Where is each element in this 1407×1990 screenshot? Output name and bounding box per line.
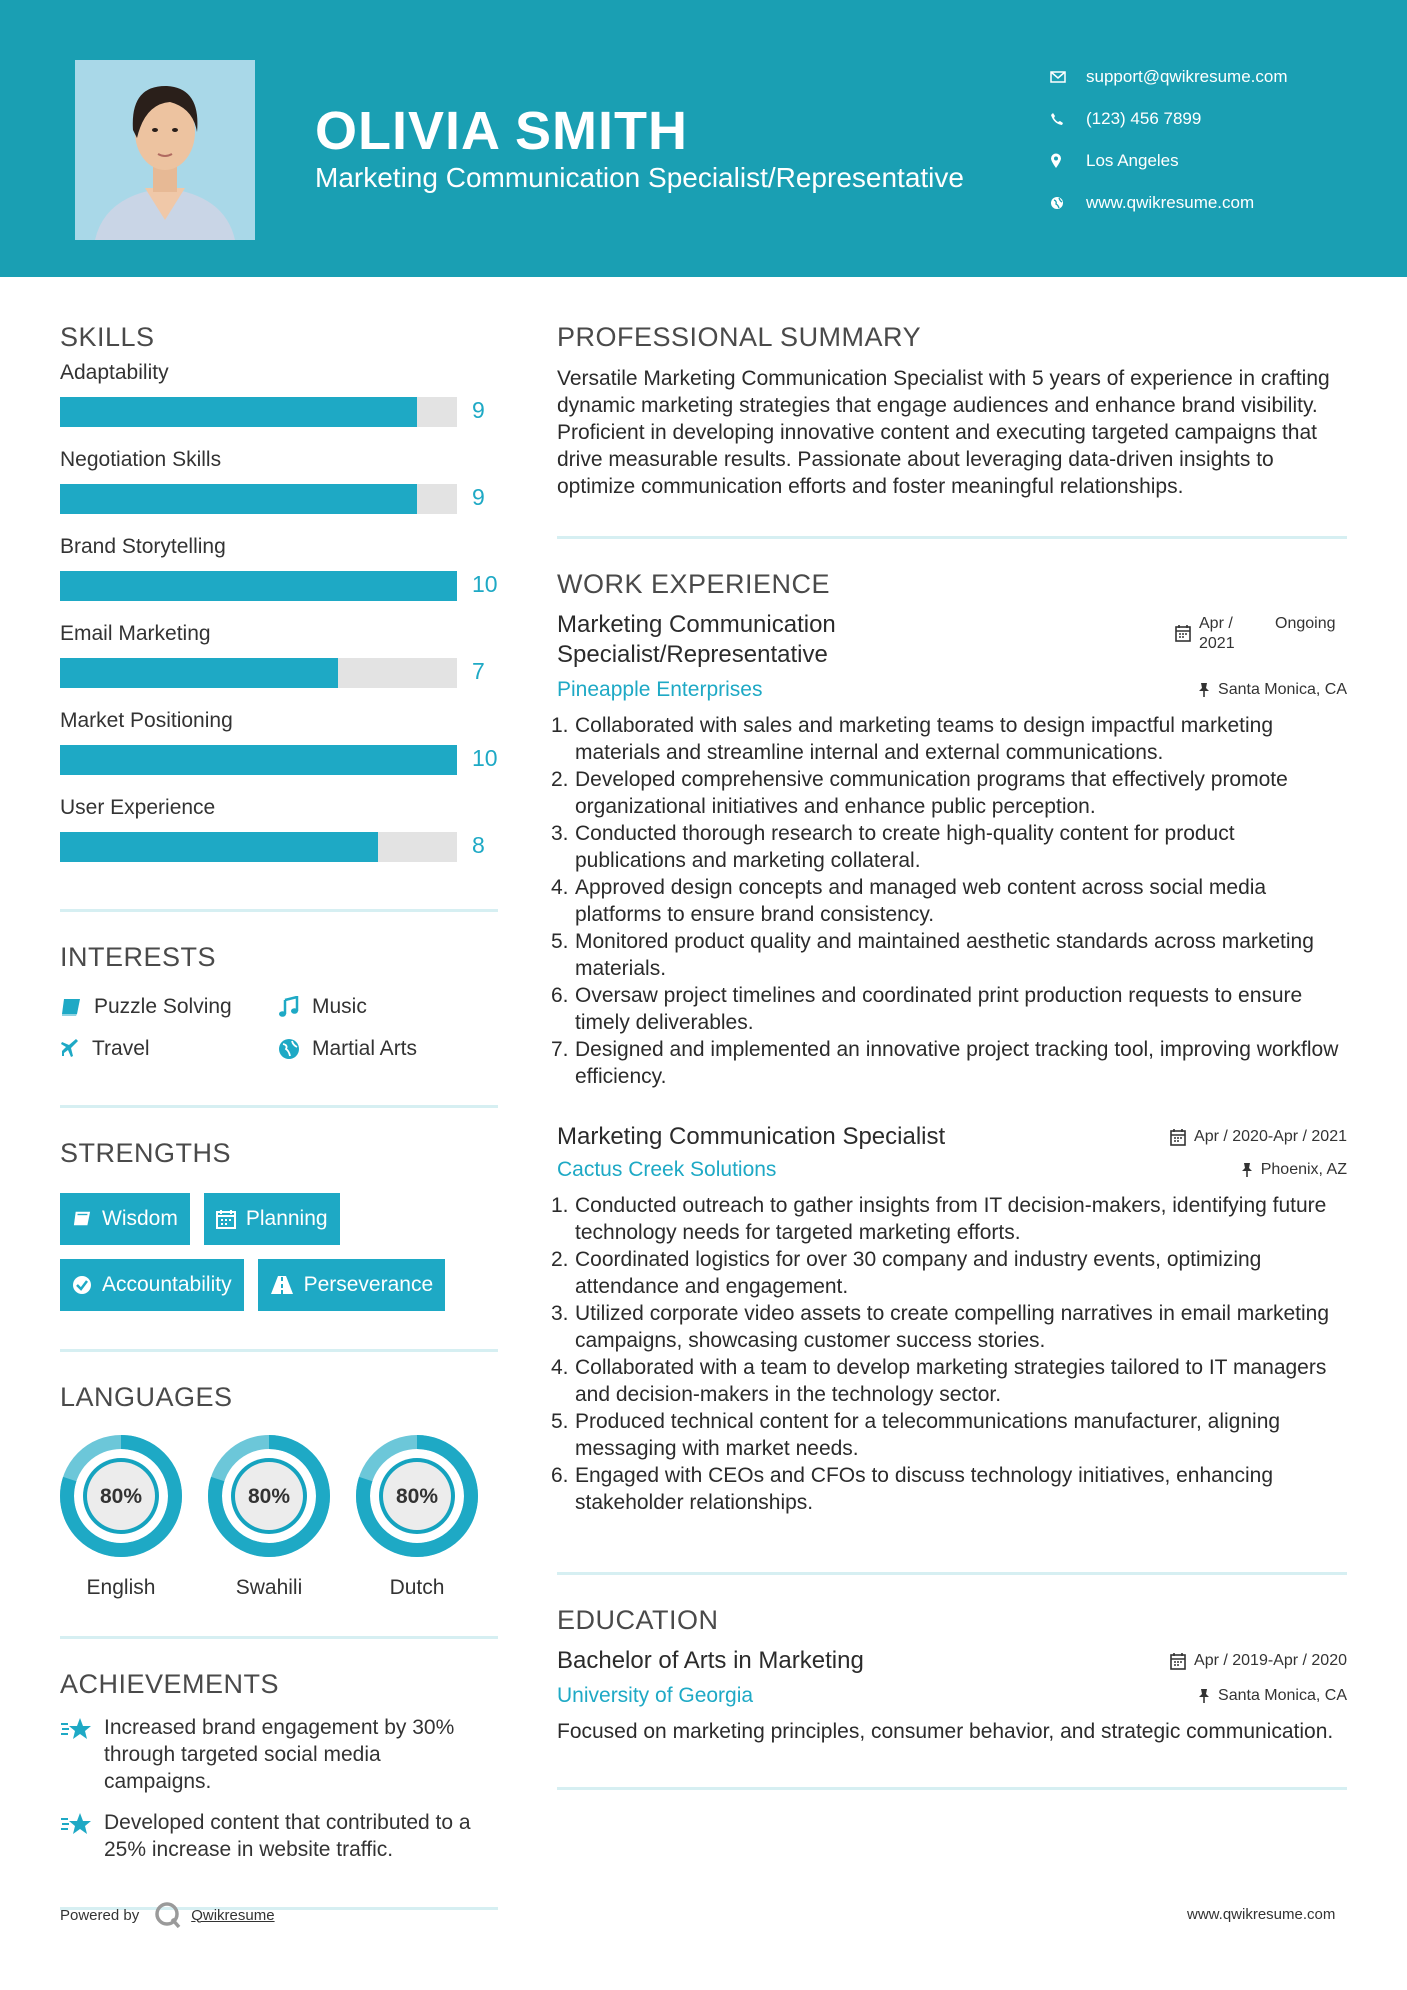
duty-text: Collaborated with sales and marketing teams to design impactful marketing materials and streamline internal and external communications. [575, 714, 1274, 764]
candidate-title: Marketing Communication Specialist/Representative [315, 162, 964, 193]
pushpin-icon [1241, 1162, 1253, 1178]
duty-number: 5. [551, 930, 569, 953]
globe-icon [1050, 196, 1086, 210]
education-entry [557, 1646, 1347, 1745]
job-entry [551, 1122, 1347, 1516]
skill-level: 9 [472, 484, 485, 510]
road-icon [270, 1275, 294, 1295]
pushpin-icon [1198, 1688, 1210, 1704]
job-entry [551, 610, 1347, 1090]
duty-item [551, 820, 1347, 874]
powered-by [60, 1900, 275, 1930]
divider [60, 1349, 498, 1352]
language-item [356, 1435, 478, 1600]
skill-bar [60, 745, 457, 775]
duty-text: Produced technical content for a telecommunications manufacturer, aligning messaging with market needs. [575, 1410, 1281, 1460]
duty-item [551, 1462, 1347, 1516]
achievement-item [60, 1714, 498, 1795]
skill-bar-fill [60, 571, 457, 601]
company-name: Pineapple Enterprises [557, 678, 763, 701]
contact-location-text: Los Angeles [1086, 151, 1179, 170]
skill-label: Email Marketing [60, 622, 211, 645]
duty-text: Monitored product quality and maintained aesthetic standards across marketing materials. [575, 930, 1314, 980]
skill-item [60, 521, 498, 608]
interest-item [278, 1037, 478, 1061]
divider [557, 1787, 1347, 1790]
left-column [60, 322, 498, 1910]
profile-photo [75, 60, 255, 240]
skill-bar [60, 571, 457, 601]
education-description: Focused on marketing principles, consumer behavior, and strategic communication. [557, 1720, 1334, 1743]
summary-text: Versatile Marketing Communication Specialist with 5 years of experience in crafting dynamic marketing strategies that engage audiences and enhance brand visibility. Proficient in developing innovative content and executing targeted campaigns that drive measurable results. Passionate about leveraging data-driven insights to optimize communication efforts and foster meaningful relationships. [557, 367, 1330, 498]
education-date-text: Apr / 2019-Apr / 2020 [1194, 1652, 1347, 1669]
duty-number: 6. [551, 1464, 569, 1487]
language-name: Dutch [389, 1576, 445, 1599]
language-percent: 80% [247, 1485, 291, 1508]
duty-item [551, 874, 1347, 928]
divider [60, 1636, 498, 1639]
strength-label: Accountability [102, 1273, 232, 1296]
duty-text: Designed and implemented an innovative project tracking tool, improving workflow efficiency. [575, 1038, 1339, 1088]
job-dates [1175, 614, 1347, 654]
skill-bar [60, 397, 457, 427]
achievement-item [60, 1809, 498, 1863]
skill-bar-fill [60, 397, 417, 427]
skill-label: Negotiation Skills [60, 448, 222, 471]
calendar-icon [1170, 1128, 1186, 1146]
divider [557, 1572, 1347, 1575]
skill-bar [60, 658, 457, 688]
job-dates [1170, 1128, 1347, 1146]
strength-label: Perseverance [303, 1273, 434, 1296]
achievement-text: Developed content that contributed to a 25% increase in website traffic. [104, 1811, 471, 1861]
language-donut [208, 1435, 330, 1557]
qwikresume-logo-icon [153, 1900, 183, 1930]
contact-website-text: www.qwikresume.com [1086, 193, 1255, 212]
contact-list [1050, 56, 1390, 224]
book-icon [60, 997, 82, 1017]
language-name: English [86, 1576, 156, 1599]
degree-title: Bachelor of Arts in Marketing [557, 1647, 864, 1674]
language-item [60, 1435, 182, 1600]
email-icon [1050, 71, 1086, 83]
skill-bar-fill [60, 658, 338, 688]
duty-item [551, 1246, 1347, 1300]
duty-text: Collaborated with a team to develop marketing strategies tailored to IT managers and decision-makers in the technology sector. [575, 1356, 1327, 1406]
contact-email-text: support@qwikresume.com [1086, 67, 1288, 86]
skills-heading: SKILLS [60, 322, 155, 352]
skill-level: 9 [472, 397, 485, 423]
skill-label: User Experience [60, 796, 216, 819]
book-icon [72, 1210, 92, 1228]
skill-item [60, 347, 498, 434]
duty-number: 2. [551, 1248, 569, 1271]
job-date-start: Apr / 2021 [1199, 615, 1235, 652]
skill-bar-fill [60, 745, 457, 775]
experience-heading: WORK EXPERIENCE [557, 569, 831, 599]
skill-label: Adaptability [60, 361, 169, 384]
skill-item [60, 608, 498, 695]
job-duties-list [551, 712, 1347, 1090]
duty-item [551, 1408, 1347, 1462]
duty-number: 1. [551, 714, 569, 737]
duty-item [551, 712, 1347, 766]
plane-icon [60, 1039, 80, 1059]
skill-label: Market Positioning [60, 709, 233, 732]
divider [60, 1105, 498, 1108]
education-heading: EDUCATION [557, 1605, 719, 1635]
skill-level: 8 [472, 832, 485, 858]
language-percent: 80% [99, 1485, 143, 1508]
company-name: Cactus Creek Solutions [557, 1158, 777, 1181]
candidate-name: OLIVIA SMITH [315, 101, 688, 161]
job-duties-list [551, 1192, 1347, 1516]
strength-tag [60, 1193, 190, 1245]
skill-item [60, 695, 498, 782]
skill-level: 10 [472, 571, 498, 597]
duty-item [551, 766, 1347, 820]
duty-number: 1. [551, 1194, 569, 1217]
job-location-text: Phoenix, AZ [1260, 1161, 1347, 1178]
duty-number: 3. [551, 1302, 569, 1325]
globe-icon [278, 1038, 300, 1060]
education-location-text: Santa Monica, CA [1218, 1687, 1347, 1704]
location-pin-icon [1050, 153, 1086, 169]
contact-phone[interactable] [1050, 98, 1390, 140]
right-column [551, 322, 1347, 1790]
duty-number: 6. [551, 984, 569, 1007]
interests-heading: INTERESTS [60, 942, 217, 972]
interest-item [60, 1037, 278, 1061]
skill-bar [60, 484, 457, 514]
divider [557, 536, 1347, 539]
divider [60, 909, 498, 912]
duty-text: Conducted outreach to gather insights from IT decision-makers, identifying future technology needs for targeted marketing efforts. [575, 1194, 1327, 1244]
strength-tag [204, 1193, 340, 1245]
skill-label: Brand Storytelling [60, 535, 226, 558]
music-icon [278, 996, 300, 1018]
skill-item [60, 782, 498, 869]
education-location [1198, 1684, 1347, 1708]
qwikresume-link[interactable]: Qwikresume [191, 1906, 275, 1924]
skill-level: 7 [472, 658, 485, 684]
duty-item [551, 1036, 1347, 1090]
job-date-end: Ongoing [1275, 615, 1336, 632]
duty-item [551, 1300, 1347, 1354]
skill-level: 10 [472, 745, 498, 771]
job-location [1241, 1158, 1347, 1182]
contact-website[interactable] [1050, 182, 1390, 224]
interests-list [60, 995, 498, 1061]
interest-label: Travel [92, 1037, 150, 1060]
job-location [1198, 678, 1347, 702]
duty-number: 4. [551, 1356, 569, 1379]
star-icon [60, 1811, 92, 1839]
school-name: University of Georgia [557, 1684, 754, 1707]
duty-number: 2. [551, 768, 569, 791]
duty-text: Utilized corporate video assets to create compelling narratives in email marketing campaigns, showcasing customer success stories. [575, 1302, 1330, 1352]
achievements-heading: ACHIEVEMENTS [60, 1669, 280, 1699]
strength-tag [258, 1259, 446, 1311]
language-donut [60, 1435, 182, 1557]
skill-bar-fill [60, 832, 378, 862]
skill-item [60, 434, 498, 521]
education-dates [1170, 1652, 1347, 1670]
strength-label: Wisdom [102, 1207, 178, 1230]
skill-bar-fill [60, 484, 417, 514]
duty-text: Developed comprehensive communication programs that effectively promote organizational initiatives and enhance public perception. [575, 768, 1288, 818]
interest-item [60, 995, 278, 1019]
phone-icon [1050, 112, 1086, 126]
job-location-text: Santa Monica, CA [1218, 681, 1347, 698]
pushpin-icon [1198, 682, 1210, 698]
language-item [208, 1435, 330, 1600]
duty-number: 7. [551, 1038, 569, 1061]
skills-list [60, 347, 498, 869]
footer-url[interactable]: www.qwikresume.com [1187, 1906, 1336, 1923]
duty-item [551, 1354, 1347, 1408]
contact-phone-text: (123) 456 7899 [1086, 109, 1202, 128]
strength-label: Planning [245, 1207, 328, 1230]
languages-list [60, 1435, 498, 1600]
language-percent: 80% [395, 1485, 439, 1508]
star-icon [60, 1716, 92, 1744]
duty-text: Oversaw project timelines and coordinated print production requests to ensure timely deliverables. [575, 984, 1303, 1034]
powered-by-label: Powered by [60, 1906, 140, 1924]
duty-number: 4. [551, 876, 569, 899]
strength-tag [60, 1259, 244, 1311]
languages-heading: LANGUAGES [60, 1382, 233, 1412]
resume-header [0, 0, 1407, 277]
duty-item [551, 982, 1347, 1036]
summary-heading: PROFESSIONAL SUMMARY [557, 322, 922, 352]
calendar-icon [216, 1209, 236, 1229]
interest-label: Music [312, 995, 367, 1018]
duty-item [551, 928, 1347, 982]
strengths-heading: STRENGTHS [60, 1138, 232, 1168]
duty-text: Conducted thorough research to create high-quality content for product publications and marketing collateral. [575, 822, 1235, 872]
contact-email[interactable] [1050, 56, 1390, 98]
interest-item [278, 995, 478, 1019]
achievement-text: Increased brand engagement by 30% through targeted social media campaigns. [104, 1716, 455, 1793]
duty-item [551, 1192, 1347, 1246]
strengths-list [60, 1193, 500, 1311]
duty-text: Coordinated logistics for over 30 company and industry events, optimizing attendance and engagement. [575, 1248, 1262, 1298]
contact-location [1050, 140, 1390, 182]
duty-text: Engaged with CEOs and CFOs to discuss technology initiatives, enhancing stakeholder relationships. [575, 1464, 1274, 1514]
duty-number: 5. [551, 1410, 569, 1433]
duty-number: 3. [551, 822, 569, 845]
skill-bar [60, 832, 457, 862]
job-title: Marketing Communication Specialist [557, 1123, 946, 1150]
job-date-text: Apr / 2020-Apr / 2021 [1194, 1128, 1347, 1145]
duty-text: Approved design concepts and managed web content across social media platforms to ensure brand consistency. [575, 876, 1267, 926]
calendar-icon [1170, 1652, 1186, 1670]
check-circle-icon [72, 1275, 92, 1295]
calendar-icon [1175, 624, 1191, 642]
language-name: Swahili [235, 1576, 303, 1599]
job-title: Marketing Communication Specialist/Representative [557, 611, 836, 668]
interest-label: Puzzle Solving [94, 995, 232, 1018]
language-donut [356, 1435, 478, 1557]
interest-label: Martial Arts [312, 1037, 418, 1060]
